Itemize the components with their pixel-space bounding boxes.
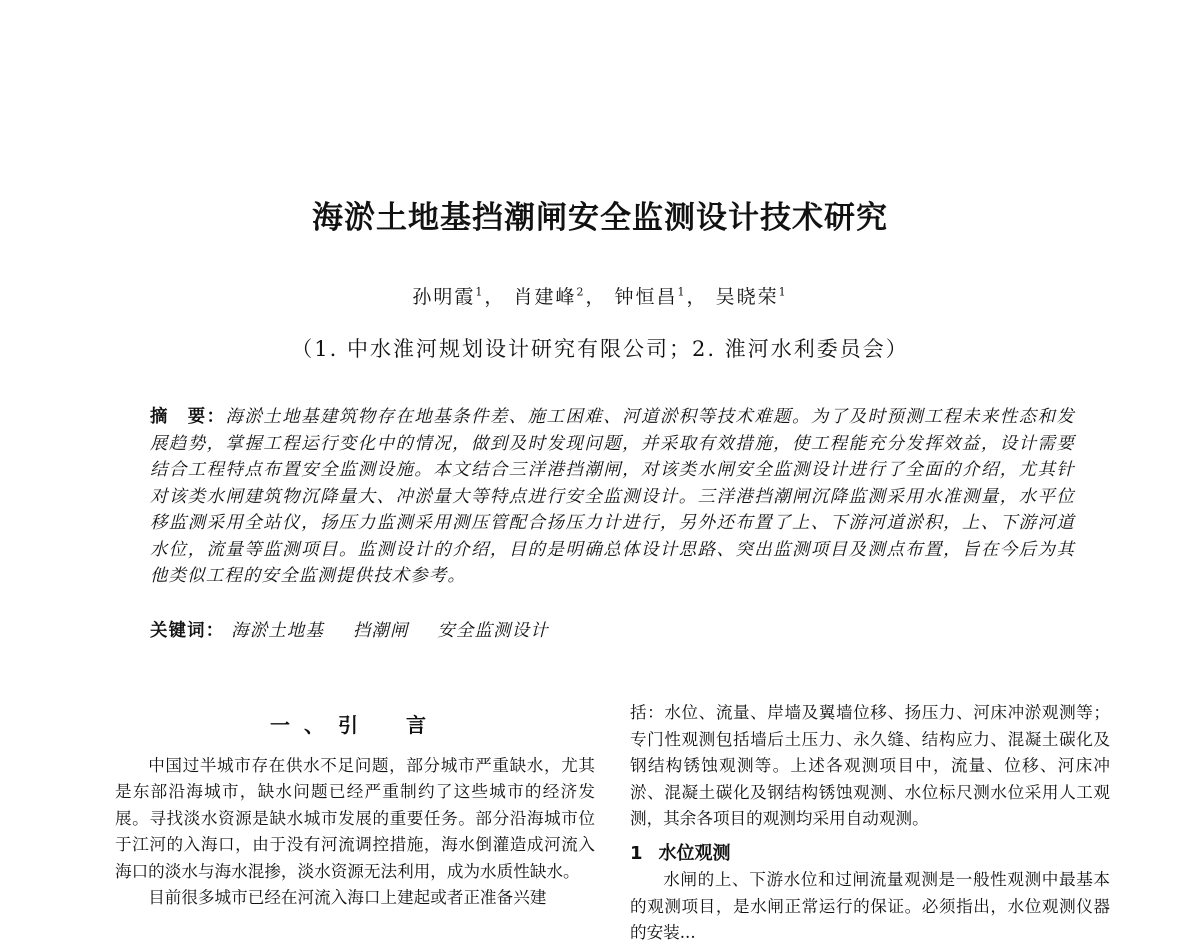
author-separator: ，: [585, 286, 607, 308]
body-paragraph: 括：水位、流量、岸墙及翼墙位移、扬压力、河床冲淤观测等；专门性观测包括墙后土压力、永久缝、结构应力、混凝土碳化及钢结构锈蚀观测等。上述各观测项目中，流量、位移、河床冲淤、混凝土碳化及钢结构锈蚀观测、水位标尺测水位采用人工观测，其余各项目的观测均采用自动观测。: [630, 703, 1110, 828]
author-separator: ，: [686, 286, 708, 308]
author-affil-number: 1: [677, 285, 687, 299]
abstract-label: 摘 要：: [150, 407, 226, 427]
abstract-text: 海淤土地基建筑物存在地基条件差、施工困难、河道淤积等技术难题。为了及时预测工程未来性态和发展趋势，掌握工程运行变化中的情况，做到及时发现问题，并采取有效措施，使工程能充分发挥效益，设计需要结合工程特点布置安全监测设施。本文结合三洋港挡潮闸，对该类水闸安全监测设计进行了全面的介绍，尤其针对该类水闸建筑物沉降量大、冲淤量大等特点进行安全监测设计。三洋港挡潮闸沉降监测采用水准测量，水平位移监测采用全站仪，扬压力监测采用测压管配合扬压力计进行，另外还布置了上、下游河道淤积，上、下游河道水位，流量等监测项目。监测设计的介绍，目的是明确总体设计思路、突出监测项目及测点布置，旨在今后为其他类似工程的安全监测提供技术参考。: [150, 407, 1075, 586]
author-affil-number: 1: [475, 285, 485, 299]
affiliation: （1. 中水淮河规划设计研究有限公司；2. 淮河水利委员会）: [291, 337, 909, 361]
left-column: [115, 700, 595, 912]
author-list: [0, 282, 1200, 309]
keywords-label: 关键词：: [150, 621, 225, 641]
subsection-number: 1: [630, 842, 643, 864]
body-paragraph: 目前很多城市已经在河流入海口上建起或者正准备兴建: [148, 888, 547, 907]
subsection-heading-water-level: [630, 841, 1110, 868]
right-column: [630, 700, 1110, 947]
author-separator: ，: [484, 286, 506, 308]
section-heading-introduction: 一、引 言: [270, 713, 440, 737]
paper-title: 海淤土地基挡潮闸安全监测设计技术研究: [312, 200, 888, 236]
subsection-title: 水位观测: [658, 842, 731, 864]
body-paragraph: 中国过半城市存在供水不足问题，部分城市严重缺水，尤其是东部沿海城市，缺水问题已经严重制约了这些城市的经济发展。寻找淡水资源是缺水城市发展的重要任务。部分沿海城市位于江河的入海口，由于没有河流调控措施，海水倒灌造成河流入海口的淡水与海水混掺，淡水资源无法利用，成为水质性缺水。: [115, 755, 595, 881]
keyword: 挡潮闸: [352, 621, 409, 641]
author-name: 钟恒昌: [614, 286, 678, 308]
author-affil-number: 2: [576, 285, 586, 299]
author-name: 孙明霞: [412, 286, 476, 308]
body-paragraph: 水闸的上、下游水位和过闸流量观测是一般性观测中最基本的观测项目，是水闸正常运行的保证。必须指出，水位观测仪器的安装...: [630, 870, 1110, 942]
keywords: [150, 616, 1075, 641]
keyword: 海淤土地基: [231, 621, 325, 641]
author-name: 吴晓荣: [715, 286, 779, 308]
abstract: [150, 404, 1075, 590]
author-affil-number: 1: [778, 285, 788, 299]
author-name: 肖建峰: [513, 286, 577, 308]
keyword: 安全监测设计: [437, 621, 549, 641]
